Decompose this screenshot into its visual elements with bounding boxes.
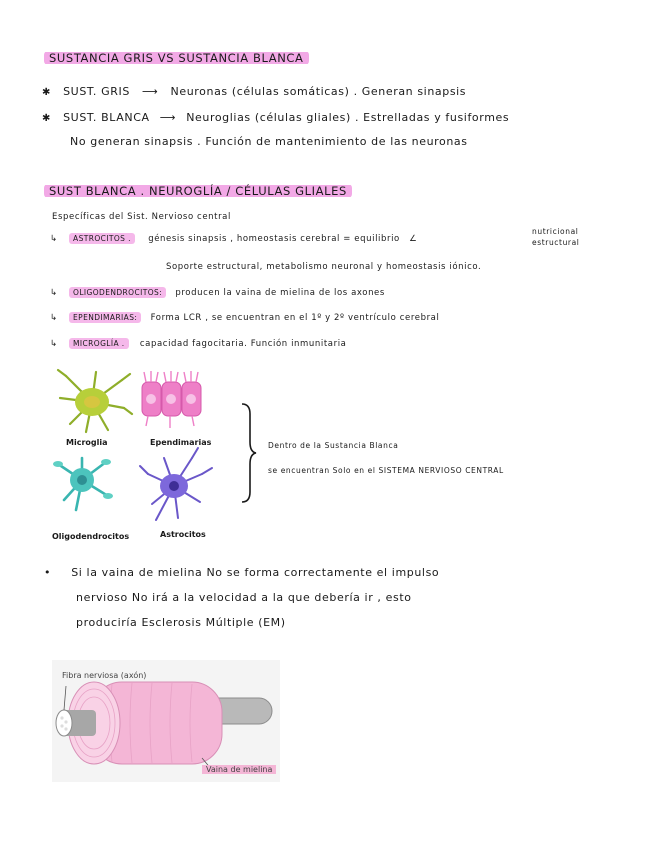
oligodendrocitos-cell-icon [53,458,113,510]
branch-estructural: estructural [532,238,580,247]
ependimarias-line [50,313,439,323]
brace-text-1: Dentro de la Sustancia Blanca [268,441,399,450]
hook-arrow-icon: ↳ [50,234,58,244]
microglia-caption: Microglia [66,438,108,447]
oligodendrocitos-text: producen la vaina de mielina de los axones [175,288,385,298]
microglia-cell-icon [58,370,132,432]
oligodendrocitos-line [50,288,385,298]
astrocitos-branches [532,226,579,248]
ependimarias-cell-icon [142,371,201,428]
astrocitos-text: génesis sinapsis , homeostasis cerebral = equilibrio [148,234,400,244]
astrocitos-cell-icon [140,448,212,520]
branch-icon: ∠ [409,234,418,244]
microglia-text: capacidad fagocitaria. Función inmunitaria [139,339,347,349]
curly-brace-icon [238,402,258,504]
em-paragraph-line-2: nervioso No irá a la velocidad a la que debería ir , esto [76,591,412,604]
ependimarias-caption: Ependimarias [150,438,212,447]
section2-title: SUST BLANCA . NEUROGLÍA / CÉLULAS GLIALES [44,184,352,198]
ependimarias-tag: EPENDIMARIAS: [69,312,141,323]
sust-blanca-label: SUST. BLANCA [63,111,150,124]
sust-blanca-line [42,111,509,124]
ependimarias-text: Forma LCR , se encuentran en el 1º y 2º ventrículo cerebral [150,313,440,323]
astrocitos-line [50,234,417,244]
microglia-line [50,339,346,349]
branch-nutricional: nutricional [532,227,579,236]
oligodendrocitos-caption: Oligodendrocitos [52,532,130,541]
section1-title: SUSTANCIA GRIS VS SUSTANCIA BLANCA [44,51,309,65]
sust-gris-label: SUST. GRIS [63,85,130,98]
fiber-label: Fibra nerviosa (axón) [62,671,147,680]
myelin-label: Vaina de mielina [202,765,276,774]
sust-gris-text: Neuronas (células somáticas) . Generan sinapsis [170,85,467,98]
sust-blanca-continued: No generan sinapsis . Función de mantenimiento de las neuronas [70,135,468,148]
section2-subtitle: Específicas del Sist. Nervioso central [52,212,231,222]
hook-arrow-icon: ↳ [50,339,58,349]
brace-text-2: se encuentran Solo en el SISTEMA NERVIOSO CENTRAL [268,466,504,475]
microglia-tag: MICROGLÍA . [69,338,129,349]
em-paragraph-line-1: • Si la vaina de mielina No se forma correctamente el impulso [44,566,440,579]
glial-cells-illustration [52,368,252,548]
em-paragraph-line-3: produciría Esclerosis Múltiple (EM) [76,616,286,629]
star-bullet-icon: ✱ [42,113,51,124]
astrocitos-caption: Astrocitos [160,530,206,539]
sust-gris-line [42,85,466,98]
sust-blanca-text: Neuroglias (células gliales) . Estrelladas y fusiformes [186,111,510,124]
right-arrow-icon: ⟶ [142,85,159,98]
dot-bullet-icon: • [44,566,52,579]
star-bullet-icon: ✱ [42,87,51,98]
hook-arrow-icon: ↳ [50,288,58,298]
right-arrow-icon: ⟶ [159,111,177,124]
astrocitos-tag: ASTROCITOS . [69,233,135,244]
oligodendrocitos-tag: OLIGODENDROCITOS: [69,287,166,298]
hook-arrow-icon: ↳ [50,313,58,323]
astrocitos-text-2: Soporte estructural, metabolismo neuronal y homeostasis iónico. [166,262,482,272]
